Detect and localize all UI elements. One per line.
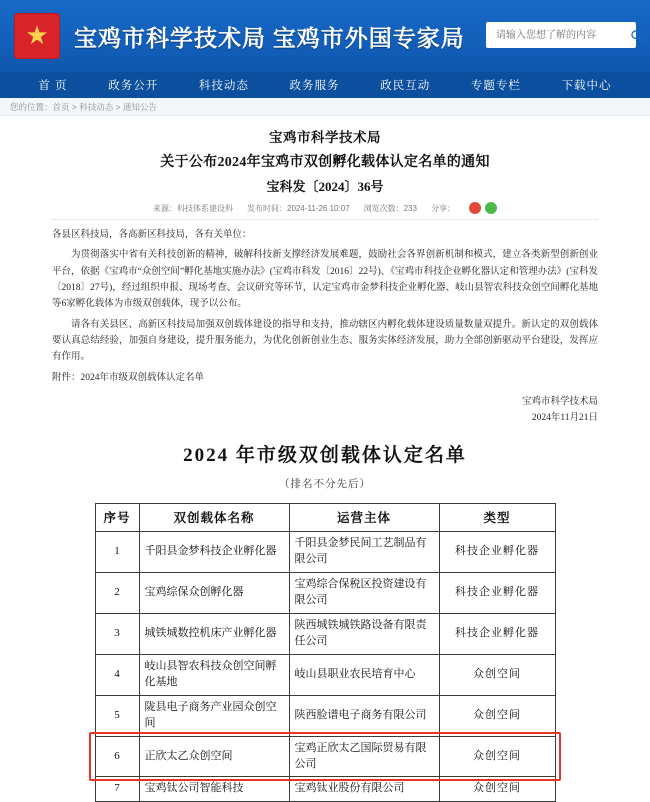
cell-type: 众创空间 — [439, 695, 555, 736]
article-signature — [52, 394, 598, 426]
meta-views-value: 233 — [403, 203, 417, 213]
meta-share — [431, 203, 455, 214]
main-navigation — [0, 72, 650, 98]
meta-publish-label: 发布时间： — [247, 203, 288, 213]
nav-item-downloads[interactable]: 下载中心 — [561, 80, 612, 92]
cell-no: 1 — [95, 532, 139, 573]
cell-org: 宝鸡正欣太乙国际贸易有限公司 — [289, 736, 439, 777]
nav-item-affairs[interactable]: 政务公开 — [108, 80, 159, 92]
article-meta — [52, 202, 598, 220]
list-section — [0, 426, 650, 802]
cell-type: 科技企业孵化器 — [439, 532, 555, 573]
article-paragraph: 各县区科技局，各高新区科技局，各有关单位： — [52, 230, 252, 240]
meta-publish-value: 2024-11-26 10:07 — [287, 203, 350, 213]
signature-org: 宝鸡市科学技术局 — [521, 396, 598, 407]
column-header-org: 运营主体 — [289, 504, 439, 532]
cell-name: 宝鸡综保众创孵化器 — [139, 573, 289, 614]
share-weibo-icon[interactable] — [469, 202, 481, 214]
article-paragraph: 请各有关县区、高新区科技局加强双创载体建设的指导和支持，推动辖区内孵化载体建设质量数量双提升。新认定的双创载体要认真总结经验，加强自身建设，提升服务能力，为优化创新创业生态、服务实体经济发展，助力全部创新驱动平台建设，发挥应有作用。 — [52, 319, 598, 363]
table-row — [95, 532, 555, 573]
search-icon[interactable] — [630, 26, 643, 44]
meta-share-label: 分享： — [430, 203, 455, 213]
site-title: 宝鸡市科学技术局 宝鸡市外国专家局 — [74, 25, 465, 51]
cell-name: 正欣太乙众创空间 — [139, 736, 289, 777]
cell-no: 4 — [95, 654, 139, 695]
list-subtitle: （排名不分先后） — [279, 479, 371, 491]
meta-publish — [247, 203, 350, 214]
meta-views — [364, 203, 417, 214]
meta-views-label: 浏览次数： — [363, 203, 404, 213]
cell-org: 陕西城铁城铁路设备有限责任公司 — [289, 613, 439, 654]
cell-no: 6 — [95, 736, 139, 777]
table-row — [95, 573, 555, 614]
search-input[interactable] — [494, 29, 630, 42]
cell-type: 科技企业孵化器 — [439, 573, 555, 614]
table-row — [95, 613, 555, 654]
table-row — [95, 654, 555, 695]
article-doc-number: 宝科发〔2024〕36号 — [266, 179, 384, 194]
meta-source — [153, 203, 233, 214]
meta-source-value: 科技体系建设科 — [177, 203, 234, 213]
cell-type: 众创空间 — [439, 777, 555, 802]
cell-org: 宝鸡综合保税区投资建设有限公司 — [289, 573, 439, 614]
cell-type: 科技企业孵化器 — [439, 613, 555, 654]
share-wechat-icon[interactable] — [485, 202, 497, 214]
column-header-no: 序号 — [95, 504, 139, 532]
nav-item-home[interactable]: 首 页 — [38, 80, 68, 92]
search-box[interactable] — [486, 22, 636, 48]
article-department: 宝鸡市科学技术局 — [269, 130, 381, 145]
cell-org: 宝鸡钛业股份有限公司 — [289, 777, 439, 802]
meta-source-label: 来源： — [153, 203, 178, 213]
cell-type: 众创空间 — [439, 654, 555, 695]
table-row — [95, 695, 555, 736]
cell-no: 3 — [95, 613, 139, 654]
cell-type: 众创空间 — [439, 736, 555, 777]
table-row-highlighted — [95, 736, 555, 777]
ratified-entities-table — [95, 503, 556, 802]
cell-name: 千阳县金梦科技企业孵化器 — [139, 532, 289, 573]
cell-org: 千阳县金梦民间工艺制品有限公司 — [289, 532, 439, 573]
article — [0, 116, 650, 426]
site-header — [0, 0, 650, 72]
cell-no: 5 — [95, 695, 139, 736]
share-buttons — [469, 202, 497, 214]
signature-date: 2024年11月21日 — [531, 413, 598, 424]
article-body — [52, 227, 598, 386]
cell-name: 陇县电子商务产业园众创空间 — [139, 695, 289, 736]
page-title: 关于公布2024年宝鸡市双创孵化载体认定名单的通知 — [160, 155, 490, 170]
cell-name: 宝鸡钛公司智能科技 — [139, 777, 289, 802]
breadcrumb-text: 您的位置：首页 > 科技动态 > 通知公告 — [10, 101, 157, 112]
cell-name: 岐山县智农科技众创空间孵化基地 — [139, 654, 289, 695]
article-attachment-line: 附件：2024年市级双创载体认定名单 — [52, 372, 205, 383]
breadcrumb — [0, 98, 650, 116]
column-header-type: 类型 — [439, 504, 555, 532]
nav-item-services[interactable]: 政务服务 — [289, 80, 340, 92]
cell-no: 7 — [95, 777, 139, 802]
column-header-name: 双创载体名称 — [139, 504, 289, 532]
table-header-row — [95, 504, 555, 532]
cell-no: 2 — [95, 573, 139, 614]
nav-item-interact[interactable]: 政民互动 — [380, 80, 431, 92]
table-row — [95, 777, 555, 802]
cell-org: 陕西脸谱电子商务有限公司 — [289, 695, 439, 736]
article-paragraph: 为贯彻落实中省有关科技创新的精神，破解科技新支撑经济发展难题，鼓励社会各界创新机制和模式，建立各类新型创新创业平台，依据《宝鸡市“众创空间”孵化基地实施办法》(宝鸡市科发〔2016〕22号)、《宝鸡市科技企业孵化器认定和管理办法》(宝科发〔2018〕27号)，经过组织申报、现场考查、会议研究等环节，认定宝鸡市金梦科技企业孵化器、岐山县智农科技众创空间孵化基地等6家孵化载体为市级双创载体，现予以公布。 — [52, 250, 598, 310]
cell-org: 岐山县职业农民培育中心 — [289, 654, 439, 695]
list-title: 2024 年市级双创载体认定名单 — [183, 445, 467, 467]
nav-item-topics[interactable]: 专题专栏 — [470, 80, 521, 92]
cell-name: 城铁城数控机床产业孵化器 — [139, 613, 289, 654]
nav-item-news[interactable]: 科技动态 — [198, 80, 249, 92]
national-emblem-icon: ★ — [14, 13, 60, 59]
